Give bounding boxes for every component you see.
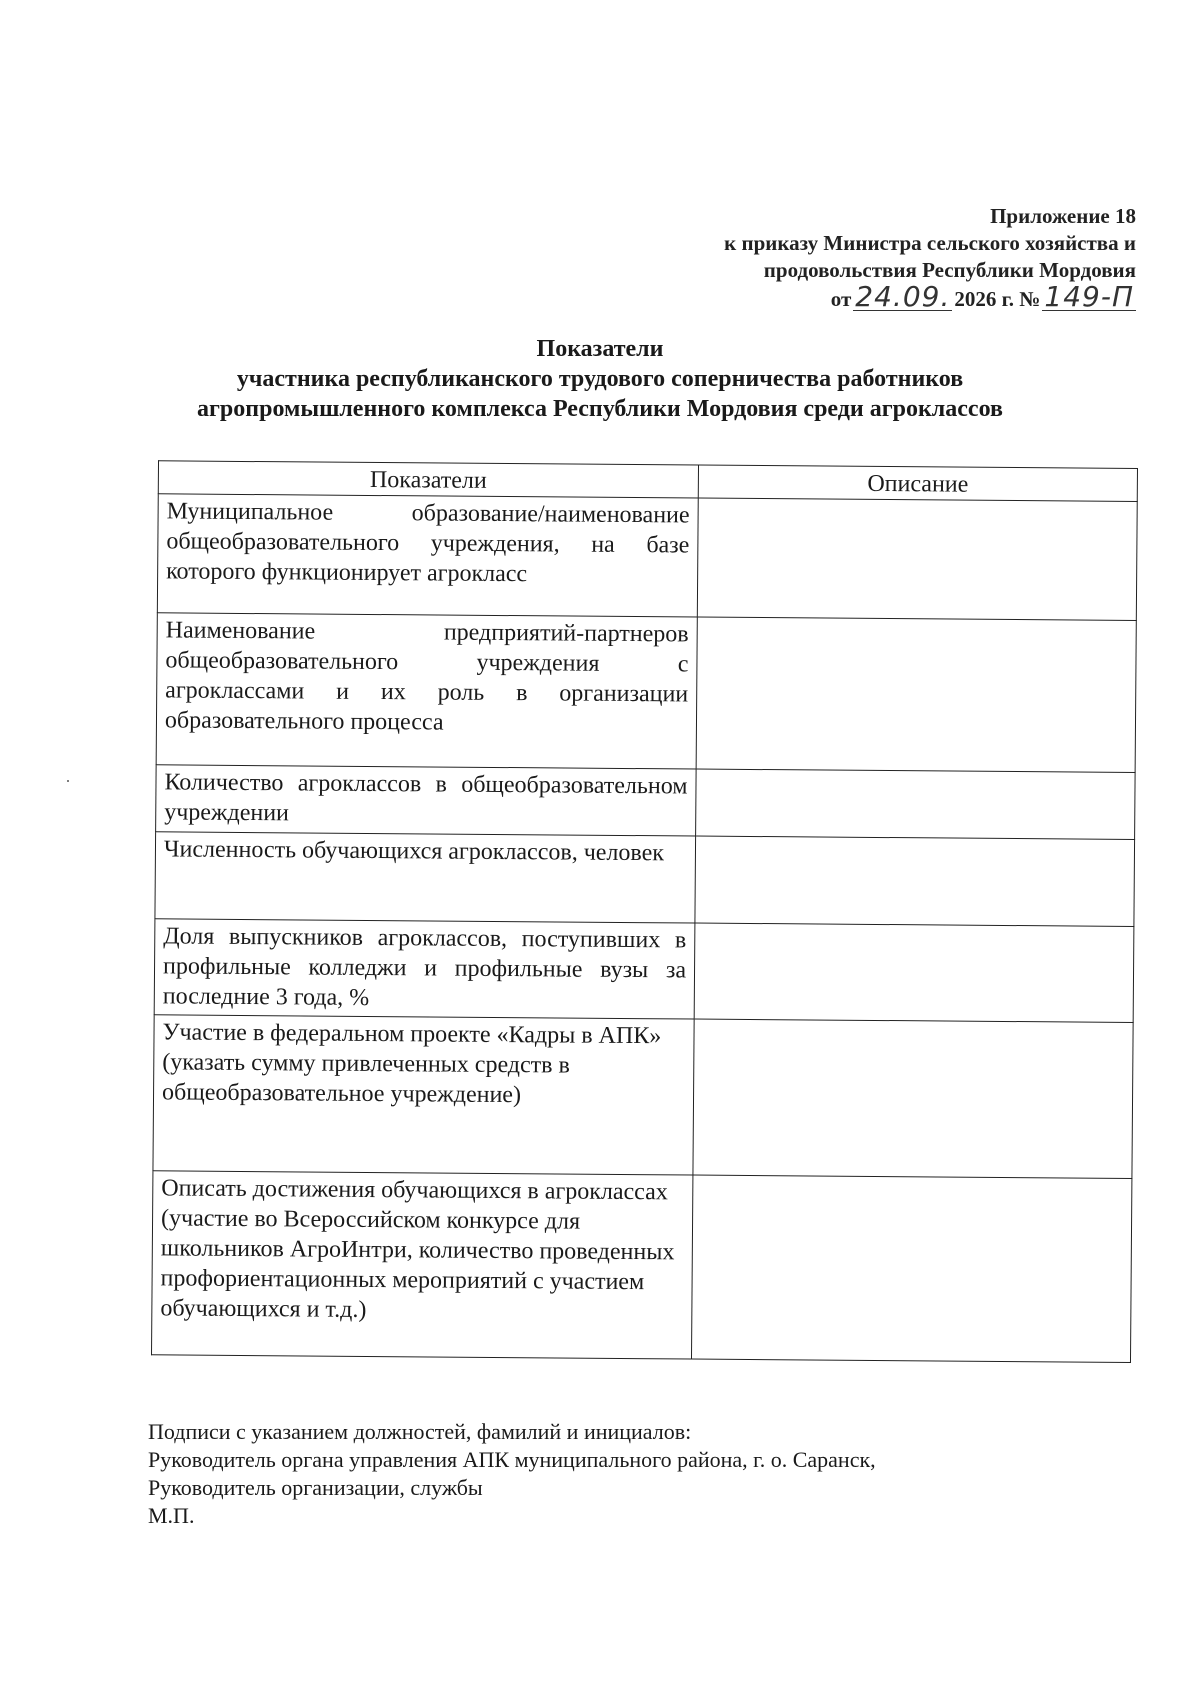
column-header-description: Описание <box>698 465 1137 501</box>
table-row <box>153 1015 1133 1179</box>
row-label: Количество агроклассов в общеобразовательном учреждении <box>156 765 697 836</box>
row-label: Описать достижения обучающихся в агроклассах (участие во Всероссийском конкурсе для школьников АгроИнтри, количество проведенных профориентационных мероприятий с участием обучающихся и т.д.) <box>152 1171 693 1359</box>
table-row <box>155 832 1135 927</box>
appendix-header <box>616 203 1136 313</box>
signatory-2: Руководитель организации, службы <box>148 1475 483 1500</box>
table-row <box>156 613 1136 773</box>
table-row <box>154 919 1134 1023</box>
title-line-1: Показатели <box>536 336 664 362</box>
document-title <box>100 334 1100 424</box>
row-description-cell <box>693 1019 1133 1178</box>
scan-speck <box>67 780 69 782</box>
row-label-with-note <box>153 1015 694 1175</box>
year-text: 2026 г. № <box>954 287 1041 311</box>
appendix-label: Приложение 18 <box>990 204 1136 228</box>
row-description-cell <box>695 836 1135 926</box>
row-label-note: (указать сумму привлеченных средств в общеобразовательное учреждение) <box>161 1049 570 1109</box>
stamp-place: М.П. <box>148 1503 195 1528</box>
table-row <box>152 1171 1132 1363</box>
table-row <box>157 494 1137 621</box>
signatures-block <box>148 1418 1148 1530</box>
row-label: Муниципальное образование/наименование общеобразовательного учреждения, на базе которого функционирует агрокласс <box>157 494 698 617</box>
title-line-2: участника республиканского трудового соперничества работников <box>236 366 964 392</box>
order-line-2: продовольствия Республики Мордовия <box>763 258 1136 282</box>
date-prefix: от <box>830 287 852 311</box>
handwritten-date: 24.09. <box>855 280 951 313</box>
indicators-table <box>151 460 1138 1363</box>
handwritten-order-number: 149-П <box>1044 280 1134 313</box>
column-header-indicators: Показатели <box>158 461 698 498</box>
row-description-cell <box>696 769 1136 839</box>
signatory-1: Руководитель органа управления АПК муниципального района, г. о. Саранск, <box>148 1447 876 1472</box>
row-label: Доля выпускников агроклассов, поступивших в профильные колледжи и профильные вузы за последние 3 года, % <box>154 919 695 1019</box>
row-description-cell <box>694 923 1134 1022</box>
row-description-cell <box>696 617 1136 772</box>
table-row <box>156 765 1135 840</box>
row-label: Наименование предприятий-партнеров общеобразовательного учреждения с агроклассами и их роль в организации образовательного процесса <box>156 613 697 769</box>
row-description-cell <box>697 498 1137 620</box>
row-label: Участие в федеральном проекте «Кадры в АПК» <box>162 1019 662 1050</box>
order-line-1: к приказу Министра сельского хозяйства и <box>724 231 1136 255</box>
row-description-cell <box>691 1175 1131 1362</box>
title-line-3: агропромышленного комплекса Республики Мордовия среди агроклассов <box>197 396 1003 422</box>
row-label: Численность обучающихся агроклассов, человек <box>155 832 696 923</box>
signatures-intro: Подписи с указанием должностей, фамилий и инициалов: <box>148 1419 692 1444</box>
order-date-line <box>830 280 1136 313</box>
